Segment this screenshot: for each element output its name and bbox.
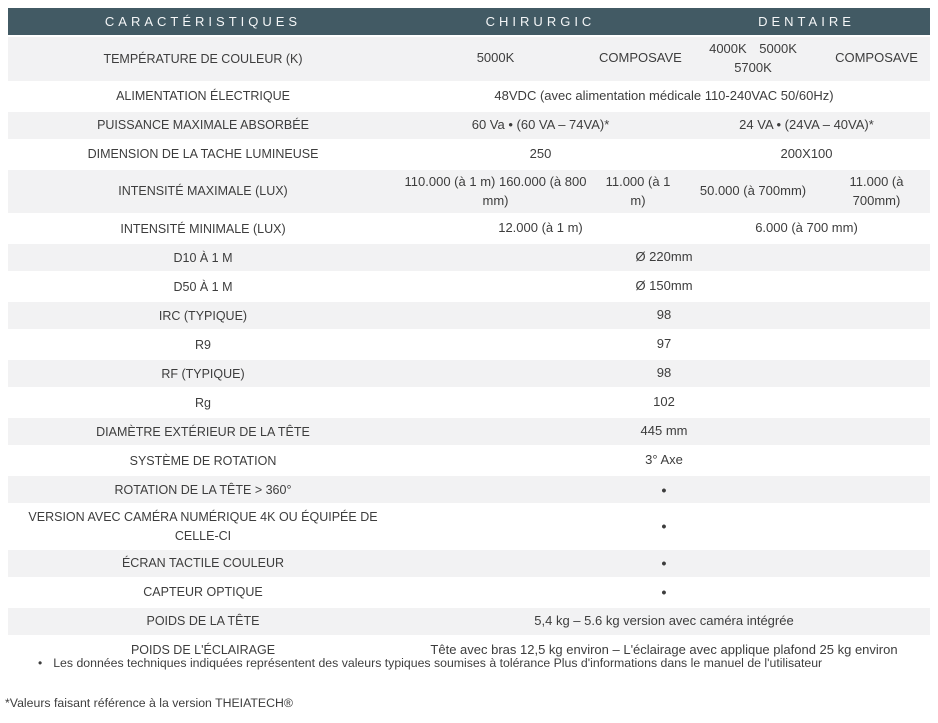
cell-chirurgic-sub: COMPOSAVE bbox=[599, 50, 682, 66]
cell-value: 48VDC (avec alimentation médicale 110-240VAC 50/60Hz) bbox=[494, 87, 834, 103]
table-row-poids-tete bbox=[8, 608, 930, 635]
row-label: TEMPÉRATURE DE COULEUR (K) bbox=[103, 51, 303, 66]
row-label: D10 À 1 M bbox=[173, 250, 233, 265]
cell-chirurgic-main: 110.000 (à 1 m) 160.000 (à 800 mm) bbox=[404, 173, 587, 208]
cell-chirurgic-main: 5000K bbox=[476, 50, 515, 66]
table-row-r9 bbox=[8, 331, 930, 358]
bullet-icon: • bbox=[38, 656, 43, 670]
cell-dentaire: 6.000 (à 700 mm) bbox=[755, 220, 858, 236]
characteristics-table bbox=[8, 8, 930, 664]
row-label: ALIMENTATION ÉLECTRIQUE bbox=[116, 89, 290, 104]
cell-value: Ø 220mm bbox=[635, 249, 693, 265]
cell-value: 445 mm bbox=[640, 423, 688, 439]
table-header-row bbox=[8, 8, 930, 35]
cell-value: Ø 150mm bbox=[635, 278, 693, 294]
feature-dot: • bbox=[661, 554, 667, 571]
cell-value: 98 bbox=[656, 307, 672, 323]
header-chirurgic: CHIRURGIC bbox=[485, 14, 596, 29]
row-label: ROTATION DE LA TÊTE > 360° bbox=[114, 482, 292, 497]
cell-chirurgic: 12.000 (à 1 m) bbox=[498, 220, 583, 236]
row-label: SYSTÈME DE ROTATION bbox=[129, 453, 277, 468]
table-row-ecran-tactile bbox=[8, 550, 930, 577]
table-row-temperature bbox=[8, 37, 930, 81]
cell-value: 5,4 kg – 5.6 kg version avec caméra intégrée bbox=[534, 612, 794, 628]
cell-dentaire: 200X100 bbox=[780, 145, 833, 161]
reference-note: *Valeurs faisant référence à la version THEIATECH® bbox=[5, 696, 293, 710]
row-label: ÉCRAN TACTILE COULEUR bbox=[121, 556, 285, 571]
row-label: DIAMÈTRE EXTÉRIEUR DE LA TÊTE bbox=[96, 424, 310, 439]
cell-value: Tête avec bras 12,5 kg environ – L'éclairage avec applique plafond 25 kg environ bbox=[430, 641, 898, 657]
technical-note-text: Les données techniques indiquées représentent des valeurs typiques soumises à tolérance Plus d'informations dans le manuel de l'utilisateur bbox=[53, 656, 823, 670]
feature-dot: • bbox=[661, 583, 667, 600]
table-row-alimentation bbox=[8, 83, 930, 110]
table-row-intensite-maximale bbox=[8, 170, 930, 214]
row-label: D50 À 1 M bbox=[173, 279, 233, 294]
header-caracteristiques: CARACTÉRISTIQUES bbox=[104, 14, 302, 29]
row-label: INTENSITÉ MINIMALE (LUX) bbox=[120, 221, 286, 236]
row-label: POIDS DE L'ÉCLAIRAGE bbox=[130, 643, 276, 658]
feature-dot: • bbox=[661, 481, 667, 498]
table-row-diametre-tete bbox=[8, 418, 930, 445]
table-row-rotation-360 bbox=[8, 476, 930, 503]
cell-dentaire-sub: 11.000 (à 700mm) bbox=[849, 173, 904, 208]
cell-dentaire-main: 50.000 (à 700mm) bbox=[699, 183, 807, 199]
table-row-intensite-minimale bbox=[8, 215, 930, 242]
table-row-rg bbox=[8, 389, 930, 416]
table-row-systeme-rotation bbox=[8, 447, 930, 474]
table-row-version-camera bbox=[8, 505, 930, 547]
row-label: DIMENSION DE LA TACHE LUMINEUSE bbox=[87, 147, 319, 162]
technical-note bbox=[0, 656, 930, 670]
row-label: R9 bbox=[195, 337, 211, 352]
feature-dot: • bbox=[661, 518, 667, 535]
cell-value: 3° Axe bbox=[645, 452, 683, 468]
cell-value: 102 bbox=[653, 394, 675, 410]
table-row-capteur-optique bbox=[8, 579, 930, 606]
table-row-d10 bbox=[8, 244, 930, 271]
table-row-dimension bbox=[8, 141, 930, 168]
row-label: PUISSANCE MAXIMALE ABSORBÉE bbox=[97, 118, 309, 133]
cell-dentaire: 24 VA • (24VA – 40VA)* bbox=[739, 116, 874, 132]
cell-chirurgic: 60 Va • (60 VA – 74VA)* bbox=[471, 116, 610, 132]
cell-dentaire-sub: COMPOSAVE bbox=[835, 50, 918, 66]
cell-value: 98 bbox=[656, 365, 672, 381]
row-label: Rg bbox=[195, 395, 211, 410]
row-label: POIDS DE LA TÊTE bbox=[146, 614, 260, 629]
row-label: RF (TYPIQUE) bbox=[161, 366, 245, 381]
row-label: VERSION AVEC CAMÉRA NUMÉRIQUE 4K OU ÉQUIPÉE DE CELLE-CI bbox=[28, 510, 378, 543]
table-row-puissance bbox=[8, 112, 930, 139]
cell-value: 97 bbox=[656, 336, 672, 352]
row-label: INTENSITÉ MAXIMALE (LUX) bbox=[118, 184, 288, 199]
row-label: CAPTEUR OPTIQUE bbox=[143, 585, 263, 600]
cell-dentaire-main: 4000K 5000K 5700K bbox=[709, 41, 797, 75]
cell-chirurgic-sub: 11.000 (à 1 m) bbox=[605, 173, 671, 208]
table-row-irc bbox=[8, 302, 930, 329]
cell-chirurgic: 250 bbox=[529, 145, 552, 161]
row-label: IRC (TYPIQUE) bbox=[158, 308, 248, 323]
table-row-rf bbox=[8, 360, 930, 387]
table-row-d50 bbox=[8, 273, 930, 300]
header-dentaire: DENTAIRE bbox=[758, 14, 855, 29]
